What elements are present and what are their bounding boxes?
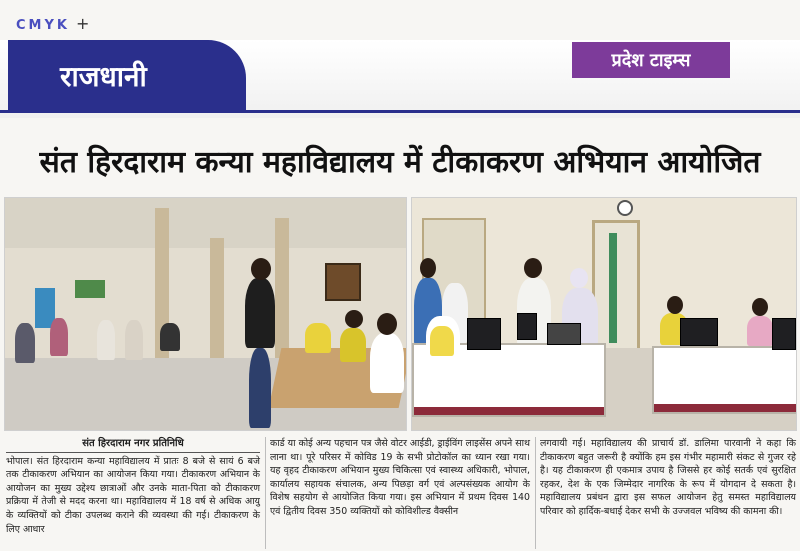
head xyxy=(570,268,588,288)
wall-sign xyxy=(75,280,105,298)
head xyxy=(524,258,542,278)
laptop xyxy=(680,318,718,346)
monitor xyxy=(517,313,537,340)
person-staff xyxy=(305,323,331,353)
person-standing xyxy=(245,278,275,348)
person-legs xyxy=(249,348,271,428)
photo-vaccination-room xyxy=(411,197,797,431)
person xyxy=(125,320,143,360)
head xyxy=(377,313,397,335)
head xyxy=(345,310,363,328)
photo-registration-hall xyxy=(4,197,407,431)
person xyxy=(50,318,68,356)
person-staff xyxy=(430,326,454,356)
column-divider xyxy=(265,437,266,549)
brand-tab xyxy=(572,42,730,78)
article-text: लगवायी गई। महाविद्यालय की प्राचार्य डॉ. डालिमा पारवानी ने कहा कि टीकाकरण बहुत जरूरी है क्योंकि हम इस गंभीर महामारी संकट से गुजर रहे है। यह टीकाकरण ही एकमात्र उपाय है जिससे हर कोई सतर्क एवं सुरक्षित रहकर, देश के एक जिम्मेदार नागरिक के रूप में योगदान दे सकता है। महाविद्यालय प्रबंधन द्वारा इस सफल आयोजन हेतु समस्त महाविद्यालय परिवार को हार्दिक-बधाई देकर सभी के उज्जवल भविष्य की कामना की। xyxy=(540,438,796,517)
person-staff xyxy=(340,328,366,362)
clock-icon xyxy=(617,200,633,216)
article-column-1 xyxy=(6,437,260,536)
headline: संत हिरदाराम कन्या महाविद्यालय में टीकाकरण अभियान आयोजित xyxy=(39,144,761,180)
person xyxy=(15,323,35,363)
registration-mark: + xyxy=(75,14,93,33)
person xyxy=(97,320,115,360)
pillar xyxy=(210,238,224,358)
article-text: भोपाल। संत हिरदाराम कन्या महाविद्यालय में प्रातः 8 बजे से सायं 6 बजे तक टीकाकरण अभियान का आयोजन किया गया। टीकाकरण अभियान के आयोजन का मुख्य उद्देश्य छात्राओं और उनके माता-पिता को टीकाकरण प्रक्रिया में तेजी से मदद करना था। महाविद्यालय में 18 वर्ष से अधिक आयु के व्यक्तियों को टीका उपलब्ध कराने की व्यवस्था की गई। टीकाकरण के लिए आधार xyxy=(6,455,260,535)
section-tab xyxy=(8,40,246,112)
head xyxy=(667,296,683,314)
cmyk-label: CMYK xyxy=(16,18,70,33)
head xyxy=(752,298,768,316)
ceiling xyxy=(5,198,406,248)
article-text: कार्ड या कोई अन्य पहचान पत्र जैसे वोटर आईडी, ड्राईविंग लाइसेंस अपने साथ लाना था। पूरे परिसर में कोविड 19 के सभी प्रोटोकॉल का ध्यान रखा गया। यह वृहद टीकाकरण अभियान मुख्य चिकित्सा एवं स्वास्थ्य अधिकारी, भोपाल, कार्यालय सहायक संचालक, अन्य पिछड़ा वर्ग एवं अल्पसंख्यक आयोग के विशेष सहयोग से आयोजित किया गया। इस अभियान में प्रथम दिवस 140 एवं द्वितीय दिवस 350 व्यक्तियों को कोविशील्ड वैक्सीन xyxy=(270,438,530,517)
brand-label: प्रदेश टाइम्स xyxy=(611,50,691,71)
article-column-2 xyxy=(270,437,530,519)
byline: संत हिरदाराम नगर प्रतिनिधि xyxy=(6,437,260,453)
person-staff xyxy=(747,316,773,346)
head xyxy=(420,258,436,278)
desk xyxy=(652,346,797,414)
column-divider xyxy=(535,437,536,549)
article-column-3 xyxy=(540,437,796,519)
head xyxy=(251,258,271,280)
pillar xyxy=(275,218,289,358)
door xyxy=(592,220,640,356)
section-label: राजधानी xyxy=(60,60,147,93)
monitor xyxy=(467,318,501,350)
printer xyxy=(547,323,581,345)
cmyk-print-mark xyxy=(16,14,92,33)
person-staff xyxy=(370,333,404,393)
chair xyxy=(160,323,180,351)
monitor xyxy=(772,318,796,350)
notice-board xyxy=(325,263,361,301)
